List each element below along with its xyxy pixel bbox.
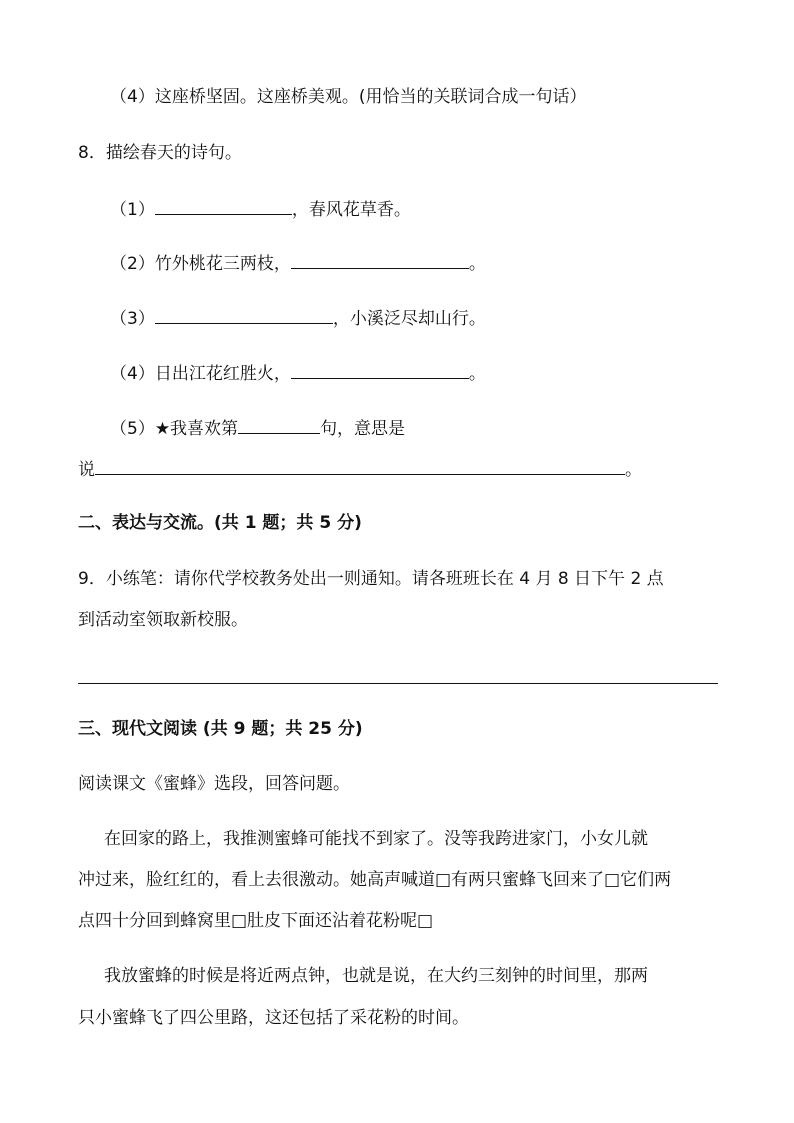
q7-item-4: （4）这座桥坚固。这座桥美观。(用恰当的关联词合成一句话）	[110, 87, 587, 107]
q8-item-3-prefix: （3）	[110, 309, 155, 329]
passage-para1-line1: 在回家的路上，我推测蜜蜂可能找不到家了。没等我跨进家门，小女儿就	[104, 829, 648, 849]
q8-title: 8．描绘春天的诗句。	[78, 143, 242, 163]
q8-item-3-suffix: ，小溪泛尽却山行。	[332, 309, 486, 329]
q8-item-4-blank[interactable]	[291, 361, 469, 379]
q8-item-4	[110, 361, 486, 385]
reading-intro: 阅读课文《蜜蜂》选段，回答问题。	[78, 774, 350, 794]
q8-item-2-suffix: 。	[468, 254, 486, 274]
q8-item-5-prefix: （5）★我喜欢第	[110, 419, 239, 439]
section-2-heading: 二、表达与交流。(共 1 题；共 5 分)	[78, 513, 362, 533]
q8-item-2-prefix: （2）竹外桃花三两枝，	[110, 254, 291, 274]
q8-item-5-line2	[78, 457, 642, 481]
q8-item-5	[110, 416, 405, 440]
q8-item-3	[110, 306, 486, 330]
q8-item-1-blank[interactable]	[155, 197, 292, 215]
q9-answer-line[interactable]	[78, 683, 718, 684]
q8-item-2-blank[interactable]	[291, 251, 469, 269]
q8-item-5-line2-suffix: 。	[625, 460, 642, 480]
passage-para1-line2: 冲过来，脸红红的，看上去很激动。她高声喊道□有两只蜜蜂飞回来了□它们两	[78, 870, 672, 890]
q8-item-1-suffix: ，春风花草香。	[291, 200, 411, 220]
q8-item-4-suffix: 。	[468, 364, 486, 384]
q8-item-1-prefix: （1）	[110, 200, 155, 220]
passage-para2-line1: 我放蜜蜂的时候是将近两点钟，也就是说，在大约三刻钟的时间里，那两	[104, 966, 648, 986]
q8-item-2	[110, 251, 486, 275]
q8-item-5-suffix: 句，意思是	[320, 419, 406, 439]
q8-item-4-prefix: （4）日出江花红胜火，	[110, 364, 291, 384]
q8-item-5-line2-prefix: 说	[78, 460, 95, 480]
section-3-heading: 三、现代文阅读 (共 9 题；共 25 分)	[78, 719, 363, 739]
q8-item-1	[110, 197, 411, 221]
q8-item-5-blank-number[interactable]	[238, 416, 320, 434]
q9-line-1: 9．小练笔：请你代学校教务处出一则通知。请各班班长在 4 月 8 日下午 2 点	[78, 569, 664, 589]
passage-para2-line2: 只小蜜蜂飞了四公里路，这还包括了采花粉的时间。	[78, 1008, 469, 1028]
q8-item-3-blank[interactable]	[155, 306, 333, 324]
q8-item-5-blank-meaning[interactable]	[95, 457, 625, 475]
q9-line-2: 到活动室领取新校服。	[78, 610, 248, 630]
passage-para1-line3: 点四十分回到蜂窝里□肚皮下面还沾着花粉呢□	[78, 911, 434, 931]
